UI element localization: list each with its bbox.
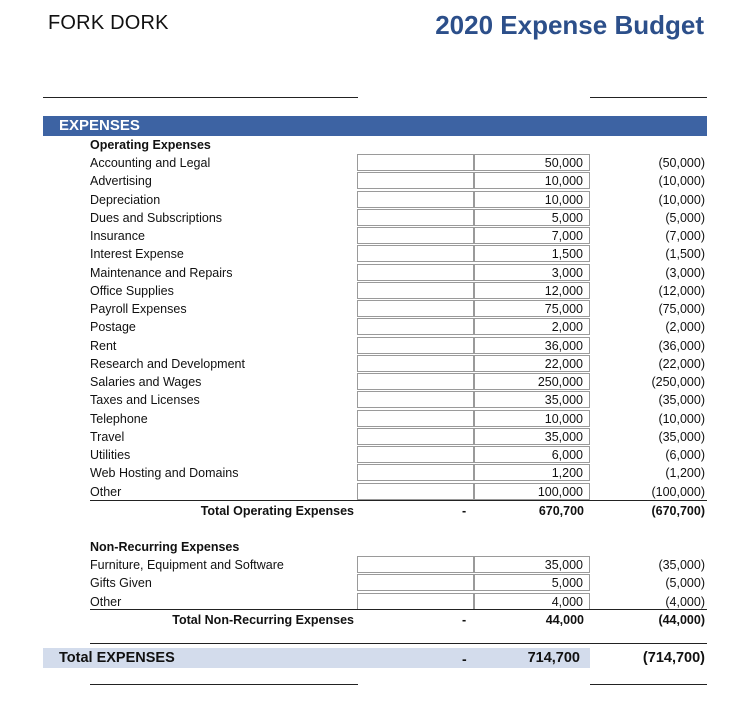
- expense-row: [0, 264, 740, 282]
- budget-value: 6,000: [551, 448, 583, 462]
- budget-cell[interactable]: [474, 282, 590, 299]
- actual-cell[interactable]: [357, 154, 474, 171]
- actual-cell[interactable]: [357, 464, 474, 481]
- expense-label: Maintenance and Repairs: [90, 265, 233, 280]
- expense-label: Advertising: [90, 174, 152, 189]
- total-label: Total Non-Recurring Expenses: [172, 613, 354, 627]
- nonrecurring-total-rule: [90, 609, 707, 610]
- total-budget: 44,000: [545, 613, 584, 627]
- variance-value: (10,000): [658, 411, 705, 426]
- budget-cell[interactable]: [474, 446, 590, 463]
- expense-row: [0, 483, 740, 501]
- actual-cell[interactable]: [357, 373, 474, 390]
- total-budget: 670,700: [538, 504, 584, 518]
- header-rule-right: [590, 97, 707, 98]
- budget-cell[interactable]: [474, 191, 590, 208]
- expense-row: [0, 556, 740, 574]
- budget-value: 75,000: [544, 302, 583, 316]
- actual-cell[interactable]: [357, 264, 474, 281]
- variance-value: (1,200): [665, 466, 705, 481]
- budget-value: 35,000: [544, 558, 583, 572]
- total-variance: (44,000): [658, 613, 705, 627]
- variance-value: (10,000): [658, 174, 705, 189]
- expense-label: Other: [90, 594, 122, 609]
- actual-cell[interactable]: [357, 446, 474, 463]
- variance-value: (35,000): [658, 558, 705, 572]
- expense-row: [0, 373, 740, 391]
- grand-total-variance: (714,700): [642, 650, 705, 666]
- budget-value: 4,000: [551, 594, 583, 609]
- budget-cell[interactable]: [474, 154, 590, 171]
- budget-value: 250,000: [537, 375, 583, 389]
- variance-value: (2,000): [665, 320, 705, 335]
- budget-value: 22,000: [544, 356, 583, 371]
- expense-label: Depreciation: [90, 192, 161, 207]
- budget-value: 50,000: [544, 156, 583, 170]
- variance-value: (10,000): [658, 192, 705, 207]
- operating-total-rule: [90, 500, 707, 501]
- variance-value: (5,000): [665, 576, 705, 591]
- expense-row: [0, 428, 740, 446]
- expense-row: [0, 446, 740, 464]
- expense-row: [0, 318, 740, 336]
- grand-total-label: Total EXPENSES: [59, 650, 175, 666]
- total-nonrecurring-row: [0, 611, 740, 629]
- expense-label: Office Supplies: [90, 283, 174, 298]
- budget-cell[interactable]: [474, 245, 590, 262]
- expense-label: Insurance: [90, 229, 145, 243]
- expense-label: Research and Development: [90, 356, 245, 371]
- actual-cell[interactable]: [357, 300, 474, 317]
- actual-cell[interactable]: [357, 556, 474, 573]
- actual-cell[interactable]: [357, 574, 474, 591]
- variance-value: (6,000): [665, 448, 705, 462]
- header-rule-left: [43, 97, 358, 98]
- company-name: FORK DORK: [48, 12, 169, 34]
- total-actual: -: [462, 613, 467, 627]
- budget-value: 2,000: [551, 320, 583, 335]
- budget-value: 35,000: [544, 429, 583, 444]
- variance-value: (100,000): [651, 484, 705, 499]
- actual-cell[interactable]: [357, 337, 474, 354]
- variance-value: (50,000): [658, 156, 705, 170]
- expense-label: Accounting and Legal: [90, 156, 211, 170]
- nonrecurring-expenses-heading: Non-Recurring Expenses: [90, 540, 240, 554]
- budget-value: 10,000: [544, 192, 583, 207]
- page-title: 2020 Expense Budget: [435, 10, 704, 40]
- budget-cell[interactable]: [474, 391, 590, 408]
- footer-rule-right: [590, 684, 707, 685]
- variance-value: (22,000): [658, 356, 705, 371]
- expense-row: [0, 574, 740, 592]
- expense-row: [0, 209, 740, 227]
- variance-value: (7,000): [665, 229, 705, 243]
- actual-cell[interactable]: [357, 428, 474, 445]
- expense-row: [0, 593, 740, 611]
- budget-cell[interactable]: [474, 464, 590, 481]
- expense-label: Postage: [90, 320, 136, 335]
- variance-value: (3,000): [665, 265, 705, 280]
- budget-value: 5,000: [551, 576, 583, 591]
- budget-cell[interactable]: [474, 318, 590, 335]
- expense-row: [0, 464, 740, 482]
- variance-value: (12,000): [658, 283, 705, 298]
- total-operating-row: [0, 502, 740, 520]
- expense-row: [0, 245, 740, 263]
- variance-value: (1,500): [665, 247, 705, 262]
- budget-value: 10,000: [544, 411, 583, 426]
- variance-value: (4,000): [665, 594, 705, 609]
- budget-value: 36,000: [544, 338, 583, 353]
- budget-cell[interactable]: [474, 355, 590, 372]
- grand-total-actual: -: [462, 651, 467, 667]
- expense-row: [0, 191, 740, 209]
- budget-cell[interactable]: [474, 593, 590, 610]
- budget-value: 35,000: [544, 393, 583, 408]
- budget-cell[interactable]: [474, 300, 590, 317]
- expense-label: Telephone: [90, 411, 148, 426]
- expense-row: [0, 355, 740, 373]
- budget-cell[interactable]: [474, 209, 590, 226]
- actual-cell[interactable]: [357, 483, 474, 500]
- variance-value: (35,000): [658, 393, 705, 408]
- expense-row: [0, 227, 740, 245]
- actual-cell[interactable]: [357, 355, 474, 372]
- actual-cell[interactable]: [357, 318, 474, 335]
- footer-rule-left: [90, 684, 358, 685]
- expense-label: Web Hosting and Domains: [90, 466, 239, 481]
- expense-row: [0, 410, 740, 428]
- expense-label: Interest Expense: [90, 247, 184, 262]
- actual-cell[interactable]: [357, 172, 474, 189]
- budget-cell[interactable]: [474, 337, 590, 354]
- budget-value: 1,500: [551, 247, 583, 262]
- expense-row: [0, 172, 740, 190]
- expense-label: Taxes and Licenses: [90, 393, 200, 408]
- budget-value: 3,000: [551, 265, 583, 280]
- variance-value: (250,000): [651, 375, 705, 389]
- expense-label: Rent: [90, 338, 117, 353]
- budget-value: 100,000: [537, 484, 583, 499]
- expense-row: [0, 282, 740, 300]
- operating-expenses-heading: Operating Expenses: [90, 138, 211, 152]
- expense-label: Other: [90, 484, 122, 499]
- budget-cell[interactable]: [474, 172, 590, 189]
- grand-total-top-rule: [90, 643, 707, 644]
- grand-total-budget: 714,700: [527, 650, 580, 666]
- budget-value: 5,000: [551, 210, 583, 225]
- budget-cell[interactable]: [474, 428, 590, 445]
- variance-value: (75,000): [658, 302, 705, 316]
- actual-cell[interactable]: [357, 245, 474, 262]
- budget-value: 10,000: [544, 174, 583, 189]
- expense-label: Salaries and Wages: [90, 375, 202, 389]
- actual-cell[interactable]: [357, 410, 474, 427]
- budget-cell[interactable]: [474, 556, 590, 573]
- expense-label: Furniture, Equipment and Software: [90, 558, 284, 572]
- actual-cell[interactable]: [357, 209, 474, 226]
- expenses-section-title: EXPENSES: [59, 117, 140, 134]
- expense-label: Utilities: [90, 448, 131, 462]
- actual-cell[interactable]: [357, 227, 474, 244]
- variance-value: (5,000): [665, 210, 705, 225]
- budget-cell[interactable]: [474, 483, 590, 500]
- expense-row: [0, 300, 740, 318]
- expense-label: Payroll Expenses: [90, 302, 187, 316]
- actual-cell[interactable]: [357, 191, 474, 208]
- expense-row: [0, 337, 740, 355]
- budget-cell[interactable]: [474, 373, 590, 390]
- variance-value: (36,000): [658, 338, 705, 353]
- variance-value: (35,000): [658, 429, 705, 444]
- expense-label: Dues and Subscriptions: [90, 210, 223, 225]
- budget-cell[interactable]: [474, 264, 590, 281]
- total-actual: -: [462, 504, 467, 518]
- budget-value: 1,200: [551, 466, 583, 481]
- budget-cell[interactable]: [474, 410, 590, 427]
- expenses-section-bar: [43, 116, 707, 136]
- total-label: Total Operating Expenses: [200, 504, 354, 518]
- expense-label: Gifts Given: [90, 576, 152, 591]
- budget-value: 12,000: [544, 283, 583, 298]
- expense-row: [0, 154, 740, 172]
- expense-label: Travel: [90, 429, 125, 444]
- actual-cell[interactable]: [357, 391, 474, 408]
- budget-value: 7,000: [551, 229, 583, 243]
- budget-cell[interactable]: [474, 574, 590, 591]
- budget-cell[interactable]: [474, 227, 590, 244]
- actual-cell[interactable]: [357, 593, 474, 610]
- total-variance: (670,700): [651, 504, 705, 518]
- expense-row: [0, 391, 740, 409]
- actual-cell[interactable]: [357, 282, 474, 299]
